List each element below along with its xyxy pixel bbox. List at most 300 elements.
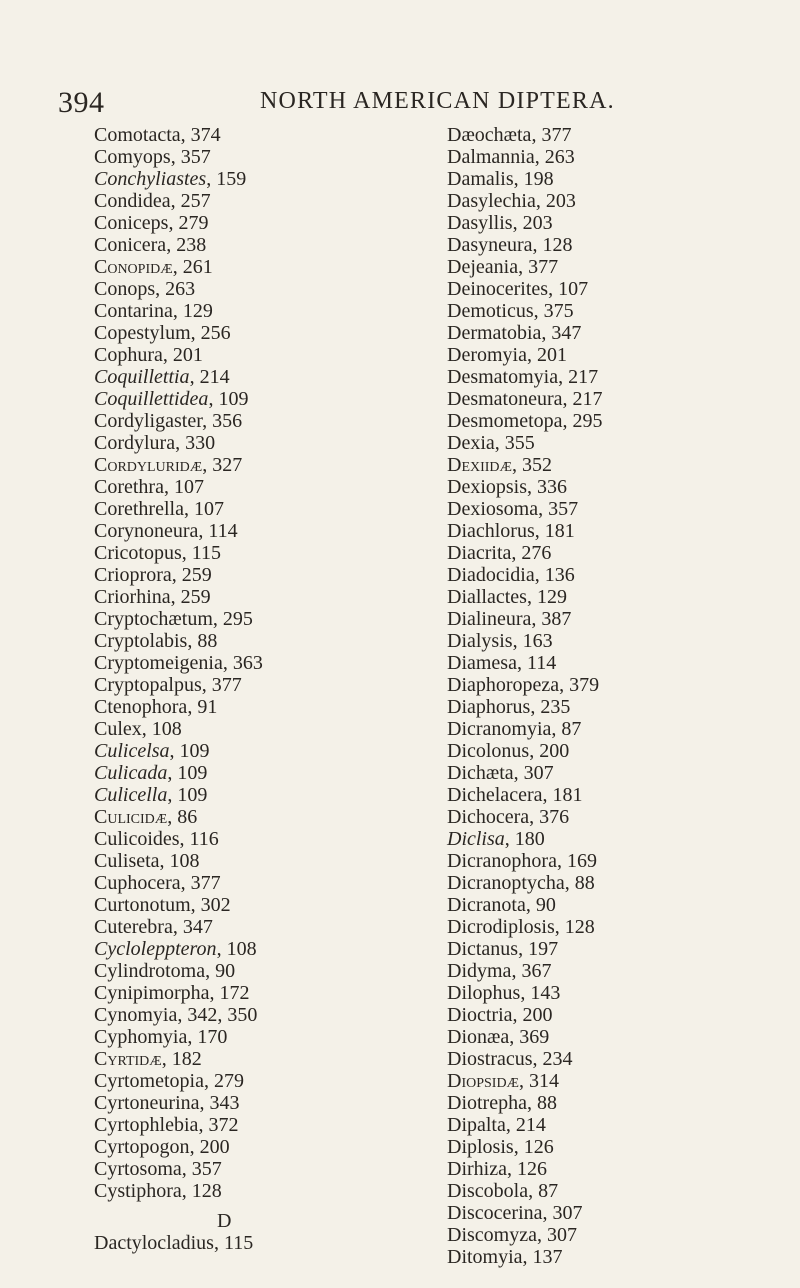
page-reference: , 128 (554, 916, 595, 938)
page-reference: , 307 (513, 762, 554, 784)
index-entry (94, 894, 414, 916)
genus-name: Dictanus (447, 938, 519, 960)
page-reference: , 342, 350 (177, 1004, 258, 1026)
index-entry (447, 234, 767, 256)
genus-name: Ctenophora (94, 696, 188, 718)
page-reference: , 159 (206, 168, 247, 190)
page-reference: , 387 (531, 608, 572, 630)
genus-name: Cryptochætum (94, 608, 213, 630)
index-entry (94, 674, 414, 696)
index-entry (447, 586, 767, 608)
page-reference: , 107 (548, 278, 589, 300)
index-entry (94, 124, 414, 146)
page-reference: , 343 (199, 1092, 240, 1114)
page-reference: , 143 (520, 982, 561, 1004)
index-entry (447, 850, 767, 872)
index-entry (94, 542, 414, 564)
index-entry (447, 564, 767, 586)
genus-name: Dicranota (447, 894, 526, 916)
index-entry (447, 1092, 767, 1114)
page-reference: , 201 (526, 344, 567, 366)
genus-name: Desmometopa (447, 410, 563, 432)
page-reference: , 170 (187, 1026, 228, 1048)
index-entry (94, 850, 414, 872)
page-reference: , 377 (180, 872, 221, 894)
genus-name: Cynipimorpha (94, 982, 210, 1004)
genus-name: Dichæta (447, 762, 514, 784)
page-reference: , 217 (562, 388, 603, 410)
genus-name: Cyrtosoma (94, 1158, 182, 1180)
genus-name: Diopsidæ (447, 1070, 520, 1092)
genus-name: Diaphorus (447, 696, 531, 718)
index-entry (94, 498, 414, 520)
index-entry (447, 388, 767, 410)
index-entry (447, 256, 767, 278)
page-reference: , 203 (535, 190, 576, 212)
index-entry (447, 960, 767, 982)
genus-name: Dioctria (447, 1004, 513, 1026)
index-entry (447, 1158, 767, 1180)
page-reference: , 115 (213, 1232, 254, 1254)
genus-name: Cryptomeigenia (94, 652, 223, 674)
page-reference: , 90 (205, 960, 236, 982)
page-reference: , 256 (190, 322, 231, 344)
index-entry (447, 366, 767, 388)
genus-name: Cynomyia (94, 1004, 178, 1026)
index-entry (447, 1048, 767, 1070)
index-entry (447, 1070, 767, 1092)
index-entry (94, 982, 414, 1004)
page-reference: , 180 (504, 828, 545, 850)
page-reference: , 203 (512, 212, 553, 234)
index-entry (94, 256, 414, 278)
index-entry (94, 520, 414, 542)
genus-name: Dasyneura (447, 234, 533, 256)
genus-name: Dermatobia (447, 322, 542, 344)
genus-name: Dichocera (447, 806, 530, 828)
genus-name: Cricotopus (94, 542, 182, 564)
index-entry (447, 630, 767, 652)
index-entry (447, 608, 767, 630)
page-reference: , 87 (551, 718, 582, 740)
page-reference: , 259 (171, 564, 212, 586)
page-reference: , 163 (512, 630, 553, 652)
page-reference: , 109 (208, 388, 249, 410)
page-reference: , 88 (564, 872, 595, 894)
genus-name: Conicera (94, 234, 167, 256)
page-reference: , 197 (518, 938, 559, 960)
index-entry (447, 938, 767, 960)
genus-name: Cordyligaster (94, 410, 203, 432)
page-reference: , 126 (513, 1136, 554, 1158)
genus-name: Dalmannia (447, 146, 535, 168)
genus-name: Ditomyia (447, 1246, 523, 1268)
index-entry (94, 938, 414, 960)
page-reference: , 128 (181, 1180, 222, 1202)
genus-name: Cuterebra (94, 916, 173, 938)
genus-name: Corethrella (94, 498, 184, 520)
genus-name: Cyphomyia (94, 1026, 188, 1048)
genus-name: Cyrtopogon (94, 1136, 190, 1158)
page-reference: , 126 (506, 1158, 547, 1180)
page-reference: , 367 (511, 960, 552, 982)
genus-name: Dactylocladius (94, 1232, 214, 1254)
page-reference: , 107 (183, 498, 224, 520)
index-entry (447, 1246, 767, 1268)
genus-name: Diadocidia (447, 564, 535, 586)
page-reference: , 372 (198, 1114, 239, 1136)
genus-name: Dexiosoma (447, 498, 539, 520)
page-number: 394 (58, 86, 105, 119)
index-entry (447, 916, 767, 938)
index-entry (447, 410, 767, 432)
genus-name: Dasyllis (447, 212, 513, 234)
index-entry (447, 1180, 767, 1202)
index-entry (94, 454, 414, 476)
index-entry (447, 674, 767, 696)
index-entry (94, 344, 414, 366)
index-column-right (447, 124, 767, 1268)
page-reference: , 115 (181, 542, 222, 564)
index-entry (447, 498, 767, 520)
index-entry (94, 916, 414, 938)
index-entry (94, 872, 414, 894)
page-reference: , 357 (170, 146, 211, 168)
genus-name: Comyops (94, 146, 171, 168)
genus-name: Dionæa (447, 1026, 510, 1048)
index-entry (94, 1092, 414, 1114)
genus-name: Deromyia (447, 344, 527, 366)
page-reference: , 374 (180, 124, 221, 146)
page-reference: , 234 (532, 1048, 573, 1070)
index-entry (94, 630, 414, 652)
index-entry (94, 806, 414, 828)
genus-name: Culicella (94, 784, 168, 806)
genus-name: Corynoneura (94, 520, 199, 542)
index-entry (447, 1224, 767, 1246)
genus-name: Diacrita (447, 542, 512, 564)
genus-name: Cordylura (94, 432, 176, 454)
genus-name: Coquillettia (94, 366, 190, 388)
page-reference: , 137 (522, 1246, 563, 1268)
page-reference: , 114 (516, 652, 557, 674)
page-reference: , 235 (530, 696, 571, 718)
page-reference: , 90 (525, 894, 556, 916)
page-reference: , 279 (203, 1070, 244, 1092)
index-entry (94, 652, 414, 674)
index-entry (94, 1114, 414, 1136)
index-entry (94, 410, 414, 432)
page-reference: , 307 (542, 1202, 583, 1224)
genus-name: Cystiphora (94, 1180, 182, 1202)
index-entry (447, 476, 767, 498)
genus-name: Dicranoptycha (447, 872, 565, 894)
index-entry (94, 828, 414, 850)
index-entry (94, 608, 414, 630)
page-reference: , 88 (526, 1092, 557, 1114)
genus-name: Didyma (447, 960, 512, 982)
page-reference: , 279 (168, 212, 209, 234)
index-entry (447, 762, 767, 784)
index-entry (447, 828, 767, 850)
page-reference: , 116 (179, 828, 219, 850)
page-reference: , 356 (202, 410, 243, 432)
genus-name: Dexiopsis (447, 476, 527, 498)
genus-name: Discobola (447, 1180, 529, 1202)
page-reference: , 169 (556, 850, 597, 872)
index-entry (447, 344, 767, 366)
index-entry (94, 762, 414, 784)
page-reference: , 336 (527, 476, 567, 498)
genus-name: Comotacta (94, 124, 181, 146)
genus-name: Dasylechia (447, 190, 536, 212)
genus-name: Dejeania (447, 256, 519, 278)
genus-name: Demoticus (447, 300, 534, 322)
index-entry (447, 652, 767, 674)
page-reference: , 129 (172, 300, 213, 322)
index-entry (447, 806, 767, 828)
index-entry (447, 894, 767, 916)
genus-name: Diamesa (447, 652, 517, 674)
index-entry (94, 388, 414, 410)
index-entry (447, 1026, 767, 1048)
genus-name: Desmatomyia (447, 366, 559, 388)
page-reference: , 263 (534, 146, 575, 168)
page-reference: , 347 (541, 322, 582, 344)
genus-name: Curtonotum (94, 894, 191, 916)
page-reference: , 198 (513, 168, 554, 190)
page-reference: , 375 (533, 300, 574, 322)
index-entry (94, 1026, 414, 1048)
page-reference: , 377 (518, 256, 559, 278)
index-entry (94, 212, 414, 234)
genus-name: Cylindrotoma (94, 960, 206, 982)
index-entry (94, 322, 414, 344)
page-reference: , 128 (532, 234, 573, 256)
index-entry (94, 432, 414, 454)
index-entry (94, 960, 414, 982)
page-reference: , 302 (190, 894, 231, 916)
genus-name: Discocerina (447, 1202, 543, 1224)
genus-name: Cyrtophlebia (94, 1114, 199, 1136)
genus-name: Cryptolabis (94, 630, 188, 652)
genus-name: Cyrtometopia (94, 1070, 204, 1092)
index-entry (447, 124, 767, 146)
genus-name: Criorhina (94, 586, 171, 608)
genus-name: Corethra (94, 476, 164, 498)
genus-name: Conops (94, 278, 156, 300)
index-column-left (94, 124, 414, 1254)
genus-name: Diplosis (447, 1136, 514, 1158)
genus-name: Dicranomyia (447, 718, 552, 740)
genus-name: Coniceps (94, 212, 169, 234)
page-reference: , 369 (509, 1026, 550, 1048)
page-reference: , 91 (187, 696, 218, 718)
page-reference: , 327 (202, 454, 243, 476)
index-entry (447, 740, 767, 762)
genus-name: Dilophus (447, 982, 521, 1004)
genus-name: Cryptopalpus (94, 674, 202, 696)
index-entry (447, 542, 767, 564)
page-reference: , 200 (189, 1136, 230, 1158)
genus-name: Diostracus (447, 1048, 533, 1070)
index-entry (94, 300, 414, 322)
genus-name: Diachlorus (447, 520, 535, 542)
page-reference: , 201 (162, 344, 203, 366)
genus-name: Dipalta (447, 1114, 506, 1136)
page-reference: , 214 (189, 366, 230, 388)
page-reference: , 108 (141, 718, 182, 740)
page-reference: , 276 (511, 542, 552, 564)
page-reference: , 263 (155, 278, 196, 300)
page-reference: , 214 (505, 1114, 546, 1136)
genus-name: Deinocerites (447, 278, 549, 300)
genus-name: Dirhiza (447, 1158, 507, 1180)
index-entry (447, 322, 767, 344)
index-entry (94, 1048, 414, 1070)
index-entry (94, 476, 414, 498)
index-entry (94, 586, 414, 608)
page-reference: , 108 (159, 850, 200, 872)
index-entry (447, 982, 767, 1004)
genus-name: Dicolonus (447, 740, 530, 762)
index-entry (447, 146, 767, 168)
genus-name: Diallactes (447, 586, 527, 608)
page-reference: , 200 (512, 1004, 553, 1026)
page-reference: , 172 (209, 982, 250, 1004)
genus-name: Culiseta (94, 850, 160, 872)
index-entry (94, 1070, 414, 1092)
index-entry (447, 168, 767, 190)
genus-name: Cyrtidæ (94, 1048, 162, 1070)
index-entry (447, 432, 767, 454)
index-entry (447, 718, 767, 740)
page-reference: , 88 (187, 630, 218, 652)
genus-name: Contarina (94, 300, 173, 322)
page-reference: , 181 (534, 520, 575, 542)
index-entry (94, 1004, 414, 1026)
genus-name: Discomyza (447, 1224, 537, 1246)
index-entry (94, 696, 414, 718)
genus-name: Culex (94, 718, 142, 740)
section-letter: D (217, 1210, 232, 1232)
index-entry (94, 1158, 414, 1180)
page-reference: , 307 (536, 1224, 577, 1246)
genus-name: Copestylum (94, 322, 191, 344)
index-entry (94, 366, 414, 388)
index-entry (447, 454, 767, 476)
index-entry (94, 190, 414, 212)
genus-name: Dexia (447, 432, 495, 454)
page-reference: , 259 (170, 586, 211, 608)
genus-name: Cycloleppteron (94, 938, 217, 960)
index-entry (94, 1180, 414, 1202)
genus-name: Crioprora (94, 564, 172, 586)
index-entry (94, 168, 414, 190)
index-entry (94, 234, 414, 256)
page-reference: , 377 (531, 124, 572, 146)
genus-name: Conopidæ (94, 256, 173, 278)
genus-name: Damalis (447, 168, 514, 190)
page-reference: , 357 (538, 498, 579, 520)
page-reference: , 109 (167, 762, 208, 784)
genus-name: Dæochæta (447, 124, 532, 146)
genus-name: Cophura (94, 344, 163, 366)
genus-name: Culicoides (94, 828, 180, 850)
genus-name: Dicrodiplosis (447, 916, 555, 938)
page-reference: , 86 (167, 806, 198, 828)
page-reference: , 295 (212, 608, 253, 630)
index-entry (447, 784, 767, 806)
page-reference: , 347 (172, 916, 213, 938)
page-reference: , 295 (562, 410, 603, 432)
index-entry (94, 1136, 414, 1158)
index-entry (447, 696, 767, 718)
running-head: NORTH AMERICAN DIPTERA. (260, 88, 615, 114)
page-reference: , 217 (558, 366, 599, 388)
genus-name: Dichelacera (447, 784, 543, 806)
index-entry (94, 740, 414, 762)
genus-name: Dialysis (447, 630, 513, 652)
genus-name: Dexiidæ (447, 454, 512, 476)
page-reference: , 200 (529, 740, 570, 762)
page-reference: , 357 (181, 1158, 222, 1180)
page-reference: , 129 (526, 586, 567, 608)
page-reference: , 108 (216, 938, 257, 960)
index-entry (94, 784, 414, 806)
page-reference: , 363 (222, 652, 263, 674)
index-entry (447, 1114, 767, 1136)
genus-name: Culicelsa (94, 740, 170, 762)
genus-name: Condidea (94, 190, 171, 212)
page-reference: , 257 (170, 190, 211, 212)
genus-name: Culicada (94, 762, 168, 784)
genus-name: Coquillettidea (94, 388, 209, 410)
index-entry (447, 1202, 767, 1224)
page-reference: , 377 (201, 674, 242, 696)
page-reference: , 107 (163, 476, 204, 498)
page-reference: , 114 (198, 520, 238, 542)
index-entry (447, 300, 767, 322)
page-reference: , 136 (534, 564, 575, 586)
genus-name: Cordyluridæ (94, 454, 203, 476)
index-entry (447, 520, 767, 542)
page-reference: , 352 (512, 454, 552, 476)
index-entry (447, 278, 767, 300)
page-reference: , 261 (172, 256, 213, 278)
index-entry (94, 278, 414, 300)
page-reference: , 330 (175, 432, 216, 454)
index-entry (447, 872, 767, 894)
genus-name: Cyrtoneurina (94, 1092, 200, 1114)
page-reference: , 109 (169, 740, 210, 762)
page-reference: , 379 (559, 674, 600, 696)
genus-name: Dicranophora (447, 850, 557, 872)
genus-name: Diaphoropeza (447, 674, 560, 696)
genus-name: Dialineura (447, 608, 532, 630)
page-reference: , 181 (542, 784, 583, 806)
page-reference: , 109 (167, 784, 208, 806)
index-entry (94, 1232, 414, 1254)
index-entry (94, 718, 414, 740)
genus-name: Desmatoneura (447, 388, 563, 410)
genus-name: Culicidæ (94, 806, 168, 828)
index-entry (447, 190, 767, 212)
page-reference: , 355 (494, 432, 535, 454)
genus-name: Diclisa (447, 828, 505, 850)
page-reference: , 182 (161, 1048, 202, 1070)
index-entry (447, 1004, 767, 1026)
